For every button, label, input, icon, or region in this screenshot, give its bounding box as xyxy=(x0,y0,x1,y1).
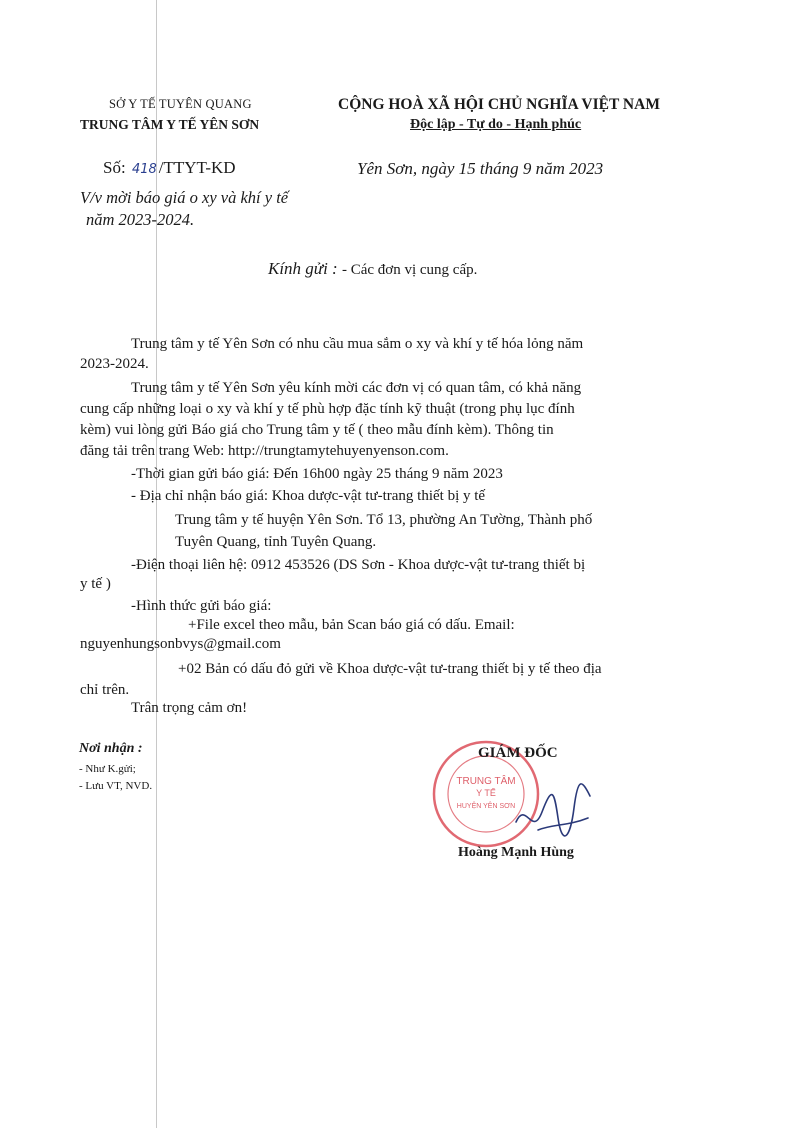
signer-title: GIÁM ĐỐC xyxy=(478,745,558,761)
body-line: Trung tâm y tế Yên Sơn yêu kính mời các đơn vị có quan tâm, có khả năng xyxy=(131,380,582,396)
greeting-recipient: - Các đơn vị cung cấp. xyxy=(341,262,478,278)
body-line: Trung tâm y tế Yên Sơn có nhu cầu mua sắm o xy và khí y tế hóa lỏng năm xyxy=(131,336,584,352)
method-item: chỉ trên. xyxy=(80,682,130,698)
place-date: Yên Sơn, ngày 15 tháng 9 năm 2023 xyxy=(357,159,604,178)
number-prefix: Số: xyxy=(103,158,126,177)
deadline-line: -Thời gian gửi báo giá: Đến 16h00 ngày 25 tháng 9 năm 2023 xyxy=(131,466,503,482)
method-item: +02 Bản có dấu đỏ gửi về Khoa dược-vật tư-trang thiết bị y tế theo địa xyxy=(178,661,602,677)
address-line: Tuyên Quang, tỉnh Tuyên Quang. xyxy=(175,534,377,550)
recipients-title: Nơi nhận : xyxy=(79,741,143,756)
email-text: nguyenhungsonbvys@gmail.com xyxy=(80,636,281,652)
phone-line: -Điện thoại liên hệ: 0912 453526 (DS Sơn - Khoa dược-vật tư-trang thiết bị xyxy=(131,557,586,573)
stamp-line-1: TRUNG TÂM xyxy=(456,776,516,787)
body-line: 2023-2024. xyxy=(80,356,149,372)
agency-name: TRUNG TÂM Y TẾ YÊN SƠN xyxy=(80,117,260,132)
agency-parent: SỞ Y TẾ TUYÊN QUANG xyxy=(109,97,252,111)
handwritten-signature xyxy=(508,760,598,850)
greeting-label: Kính gửi : xyxy=(268,259,338,278)
phone-line: y tế ) xyxy=(80,576,111,592)
closing-text: Trân trọng cảm ơn! xyxy=(131,700,248,716)
signer-name: Hoàng Mạnh Hùng xyxy=(458,845,574,860)
method-heading: -Hình thức gửi báo giá: xyxy=(131,598,272,614)
body-line: kèm) vui lòng gửi Báo giá cho Trung tâm y tế ( theo mẫu đính kèm). Thông tin xyxy=(80,422,554,438)
country-name: CỘNG HOÀ XÃ HỘI CHỦ NGHĨA VIỆT NAM xyxy=(338,96,660,113)
method-item: +File excel theo mẫu, bản Scan báo giá có dấu. Email: xyxy=(188,617,515,633)
recipient-item: - Lưu VT, NVD. xyxy=(79,780,153,792)
greeting xyxy=(268,259,477,279)
recipient-item: - Như K.gửi; xyxy=(79,763,136,775)
stamp-line-2: Y TẾ xyxy=(476,788,496,798)
address-line: - Địa chỉ nhận báo giá: Khoa dược-vật tư-trang thiết bị y tế xyxy=(131,488,486,504)
subject-line-1: V/v mời báo giá o xy và khí y tế xyxy=(80,188,289,207)
body-line: đăng tải trên trang Web: http://trungtamytehuyenyenson.com. xyxy=(80,443,449,459)
document-number xyxy=(103,158,236,178)
subject-line-2: năm 2023-2024. xyxy=(86,210,195,229)
body-line: cung cấp những loại o xy và khí y tế phù hợp đặc tính kỹ thuật (trong phụ lục đính xyxy=(80,401,575,417)
address-line: Trung tâm y tế huyện Yên Sơn. Tổ 13, phường An Tường, Thành phố xyxy=(175,512,593,528)
handwritten-number: 418 xyxy=(131,162,157,177)
stamp-line-3: HUYỆN YÊN SƠN xyxy=(456,803,516,810)
document-code: /TTYT-KD xyxy=(158,158,236,177)
national-motto: Độc lập - Tự do - Hạnh phúc xyxy=(410,117,582,132)
